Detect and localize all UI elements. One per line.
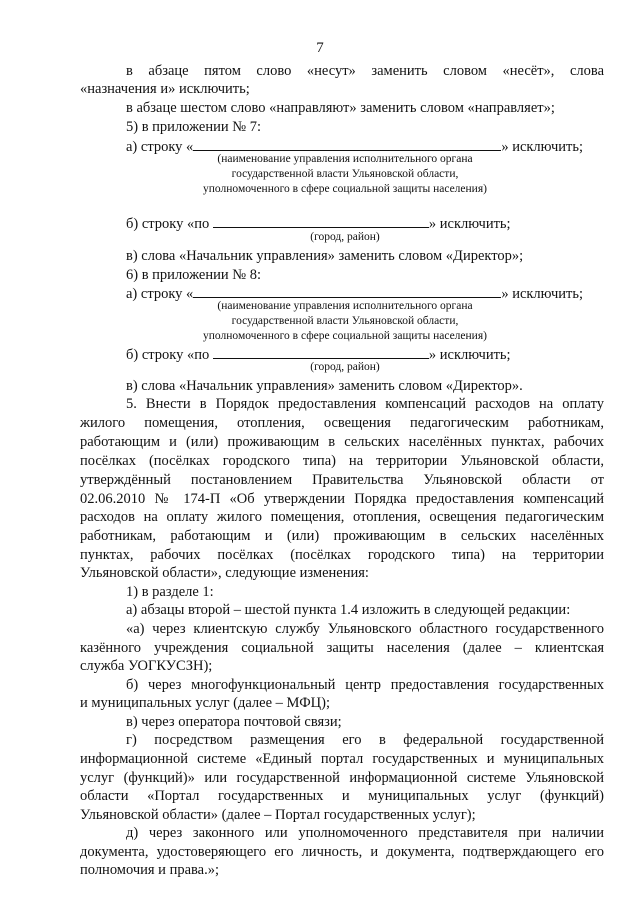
text-line: в) слова «Начальник управления» заменить словом «Директор»; bbox=[126, 248, 524, 264]
text-line: жилого помещения, отопления, освещения педагогическим работникам, bbox=[80, 415, 604, 431]
text-line: работникам, работающим и (или) проживающим в сельских населённых bbox=[80, 528, 604, 544]
text-line: 1) в разделе 1: bbox=[126, 584, 214, 600]
text-line: утверждённый постановлением Правительства Ульяновской области от bbox=[80, 472, 604, 488]
text-line: и муниципальных услуг (далее – МФЦ); bbox=[80, 695, 331, 711]
text-fragment: » исключить; bbox=[501, 286, 583, 302]
text-fragment: » исключить; bbox=[428, 216, 511, 232]
text-fragment: » исключить; bbox=[428, 347, 511, 363]
caption-line: государственной власти Ульяновской области, bbox=[231, 168, 459, 180]
text-line: посёлках (посёлках городского типа) на территории Ульяновской области, bbox=[80, 453, 604, 469]
text-fragment: а) строку « bbox=[126, 286, 194, 302]
text-fragment: б) строку «по bbox=[126, 216, 210, 232]
text-line: 02.06.2010 № 174-П «Об утверждении Порядка предоставления компенсаций bbox=[80, 491, 604, 507]
blank-line bbox=[193, 137, 501, 151]
blank-line bbox=[193, 284, 501, 298]
text-line: Ульяновской области» (далее – Портал государственных услуг); bbox=[80, 807, 476, 823]
text-line: г) посредством размещения его в федеральной государственной bbox=[126, 732, 604, 748]
text-line: 5. Внести в Порядок предоставления компенсаций расходов на оплату bbox=[126, 396, 604, 412]
text-line: в абзаце пятом слово «несут» заменить словом «несёт», слова bbox=[126, 63, 604, 79]
text-line: казённого учреждения социальной защиты населения (далее – клиентская bbox=[80, 640, 604, 656]
text-line: пунктах, рабочих посёлках (посёлках городского типа) на территории bbox=[80, 547, 604, 563]
text-line: 6) в приложении № 8: bbox=[126, 267, 261, 283]
text-line: Ульяновской области», следующие изменения: bbox=[80, 565, 369, 581]
caption-line: уполномоченного в сфере социальной защиты населения) bbox=[203, 183, 487, 195]
caption-line: (город, район) bbox=[310, 231, 380, 243]
text-fragment: б) строку «по bbox=[126, 347, 210, 363]
text-line: служба УОГКУСЗН); bbox=[80, 658, 213, 674]
caption-line: государственной власти Ульяновской области, bbox=[231, 315, 459, 327]
text-line: расходов на оплату жилого помещения, отопления, освещения педагогическим bbox=[80, 509, 604, 525]
text-line: д) через законного или уполномоченного представителя при наличии bbox=[126, 825, 604, 841]
blank-line bbox=[213, 345, 429, 359]
text-line: работающим и (или) проживающим в сельских населённых пунктах, рабочих bbox=[80, 434, 604, 450]
text-line: 5) в приложении № 7: bbox=[126, 119, 261, 135]
blank-line bbox=[213, 214, 429, 228]
text-line: в абзаце шестом слово «направляют» заменить словом «направляет»; bbox=[126, 100, 555, 116]
text-line: области «Портал государственных и муниципальных услуг (функций) bbox=[80, 788, 604, 804]
caption-line: (наименование управления исполнительного органа bbox=[217, 300, 473, 312]
text-line: услуг (функций)» или государственной информационной системе Ульяновской bbox=[80, 770, 604, 786]
text-line: документа, удостоверяющего его личность, и документа, подтверждающего его bbox=[80, 844, 604, 860]
caption-line: (наименование управления исполнительного органа bbox=[217, 153, 473, 165]
page-number: 7 bbox=[316, 40, 324, 56]
text-line: информационной системе «Единый портал государственных и муниципальных bbox=[80, 751, 604, 767]
text-line: «назначения и» исключить; bbox=[80, 81, 250, 97]
text-line: в) слова «Начальник управления» заменить словом «Директор». bbox=[126, 378, 523, 394]
text-line: полномочия и права.»; bbox=[80, 862, 220, 878]
text-line: «а) через клиентскую службу Ульяновского областного государственного bbox=[126, 621, 604, 637]
text-line: в) через оператора почтовой связи; bbox=[126, 714, 342, 730]
text-fragment: » исключить; bbox=[501, 139, 583, 155]
caption-line: уполномоченного в сфере социальной защиты населения) bbox=[203, 330, 487, 342]
text-line: а) абзацы второй – шестой пункта 1.4 изложить в следующей редакции: bbox=[126, 602, 571, 618]
text-line: б) через многофункциональный центр предоставления государственных bbox=[126, 677, 604, 693]
text-fragment: а) строку « bbox=[126, 139, 194, 155]
caption-line: (город, район) bbox=[310, 361, 380, 373]
